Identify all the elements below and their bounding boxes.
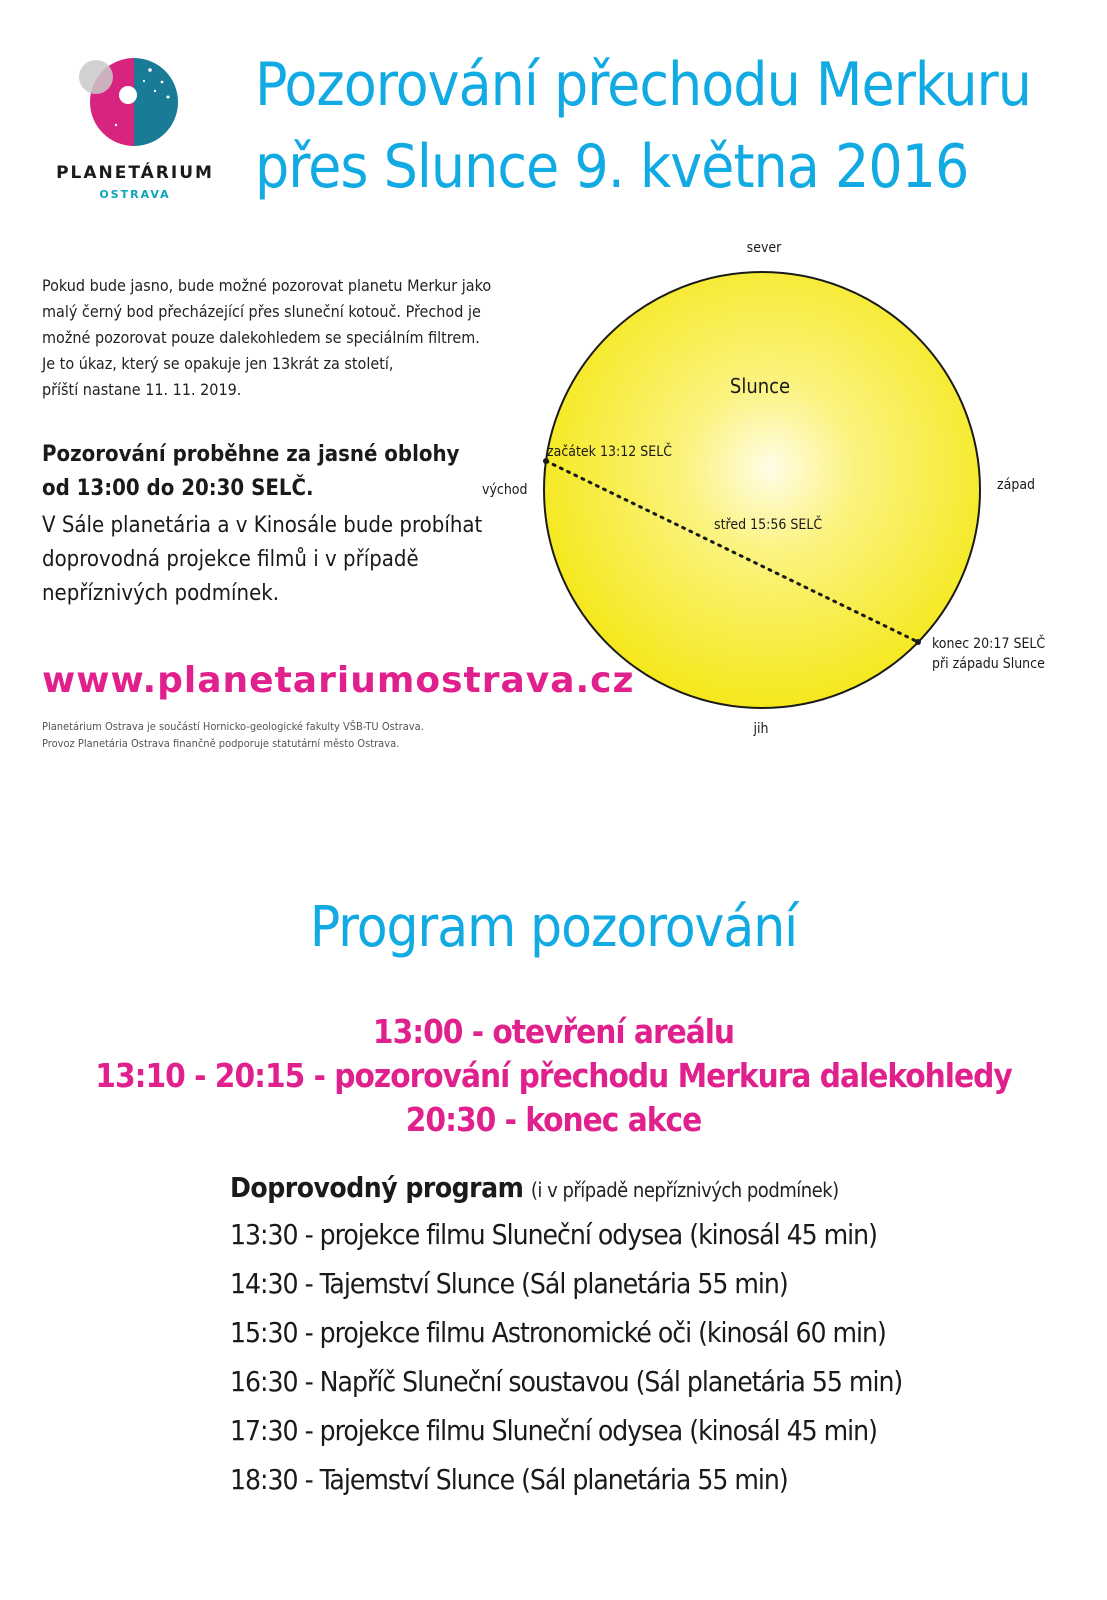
intro-line: malý černý bod přecházející přes sluneční kotouč. Přechod je — [42, 302, 481, 321]
footnote-line: Provoz Planetária Ostrava finančně podporuje statutární město Ostrava. — [42, 737, 400, 750]
intro-line: Pokud bude jasno, bude možné pozorovat planetu Merkur jako — [42, 276, 492, 295]
side-program-heading — [230, 1168, 1050, 1210]
side-program — [230, 1168, 1050, 1504]
footnote — [42, 718, 522, 752]
program-item: 20:30 - konec akce — [405, 1100, 702, 1139]
website-link[interactable]: www.planetariumostrava.cz — [42, 660, 635, 701]
logo-subtitle: OSTRAVA — [99, 188, 171, 201]
side-program-item: 14:30 - Tajemství Slunce (Sál planetária 55 min) — [230, 1267, 788, 1300]
sun-label: Slunce — [729, 374, 791, 398]
side-program-item: 17:30 - projekce filmu Sluneční odysea (kinosál 45 min) — [230, 1414, 877, 1447]
transit-start-label: začátek 13:12 SELČ — [547, 444, 673, 460]
program-item: 13:00 - otevření areálu — [372, 1012, 735, 1051]
schedule-body-line: doprovodná projekce filmů i v případě — [42, 547, 419, 572]
sun-transit-diagram — [470, 232, 1070, 752]
intro-paragraph — [42, 273, 512, 403]
transit-mid-label: střed 15:56 SELČ — [714, 517, 823, 533]
intro-line: možné pozorovat pouze dalekohledem se speciálním filtrem. — [42, 328, 480, 347]
side-program-item: 15:30 - projekce filmu Astronomické oči (kinosál 60 min) — [230, 1316, 886, 1349]
direction-west: západ — [997, 477, 1036, 493]
side-program-note: (i v případě nepříznivých podmínek) — [530, 1178, 839, 1202]
logo-name: PLANETÁRIUM — [56, 163, 214, 183]
schedule-body — [42, 509, 512, 611]
side-program-item: 16:30 - Napříč Sluneční soustavou (Sál planetária 55 min) — [230, 1365, 903, 1398]
side-program-item: 18:30 - Tajemství Slunce (Sál planetária 55 min) — [230, 1463, 788, 1496]
program-title: Program pozorování — [309, 895, 798, 960]
side-program-title: Doprovodný program — [230, 1171, 524, 1204]
footnote-line: Planetárium Ostrava je součástí Hornicko-geologické fakulty VŠB-TU Ostrava. — [42, 720, 424, 733]
schedule-heading-line: od 13:00 do 20:30 SELČ. — [42, 476, 314, 501]
direction-south: jih — [753, 721, 769, 737]
schedule-body-line: nepříznivých podmínek. — [42, 581, 279, 606]
planetarium-logo-icon — [76, 55, 180, 151]
program-item: 13:10 - 20:15 - pozorování přechodu Merkura dalekohledy — [95, 1056, 1012, 1095]
page-title-line-1: Pozorování přechodu Merkuru — [255, 50, 1031, 120]
direction-east: východ — [482, 482, 528, 498]
transit-end-label: konec 20:17 SELČ — [932, 636, 1046, 652]
transit-end-point — [915, 639, 921, 645]
schedule-heading — [42, 438, 512, 506]
schedule-body-line: V Sále planetária a v Kinosále bude probíhat — [42, 513, 483, 538]
direction-north: sever — [746, 240, 782, 256]
side-program-item: 13:30 - projekce filmu Sluneční odysea (kinosál 45 min) — [230, 1218, 877, 1251]
page-title-line-2: přes Slunce 9. května 2016 — [255, 132, 969, 202]
schedule-heading-line: Pozorování proběhne za jasné oblohy — [42, 442, 460, 467]
intro-line: Je to úkaz, který se opakuje jen 13krát za století, — [42, 354, 394, 373]
intro-line: příští nastane 11. 11. 2019. — [42, 380, 242, 399]
transit-end-note: při západu Slunce — [932, 656, 1045, 672]
sun-disk — [544, 272, 980, 708]
